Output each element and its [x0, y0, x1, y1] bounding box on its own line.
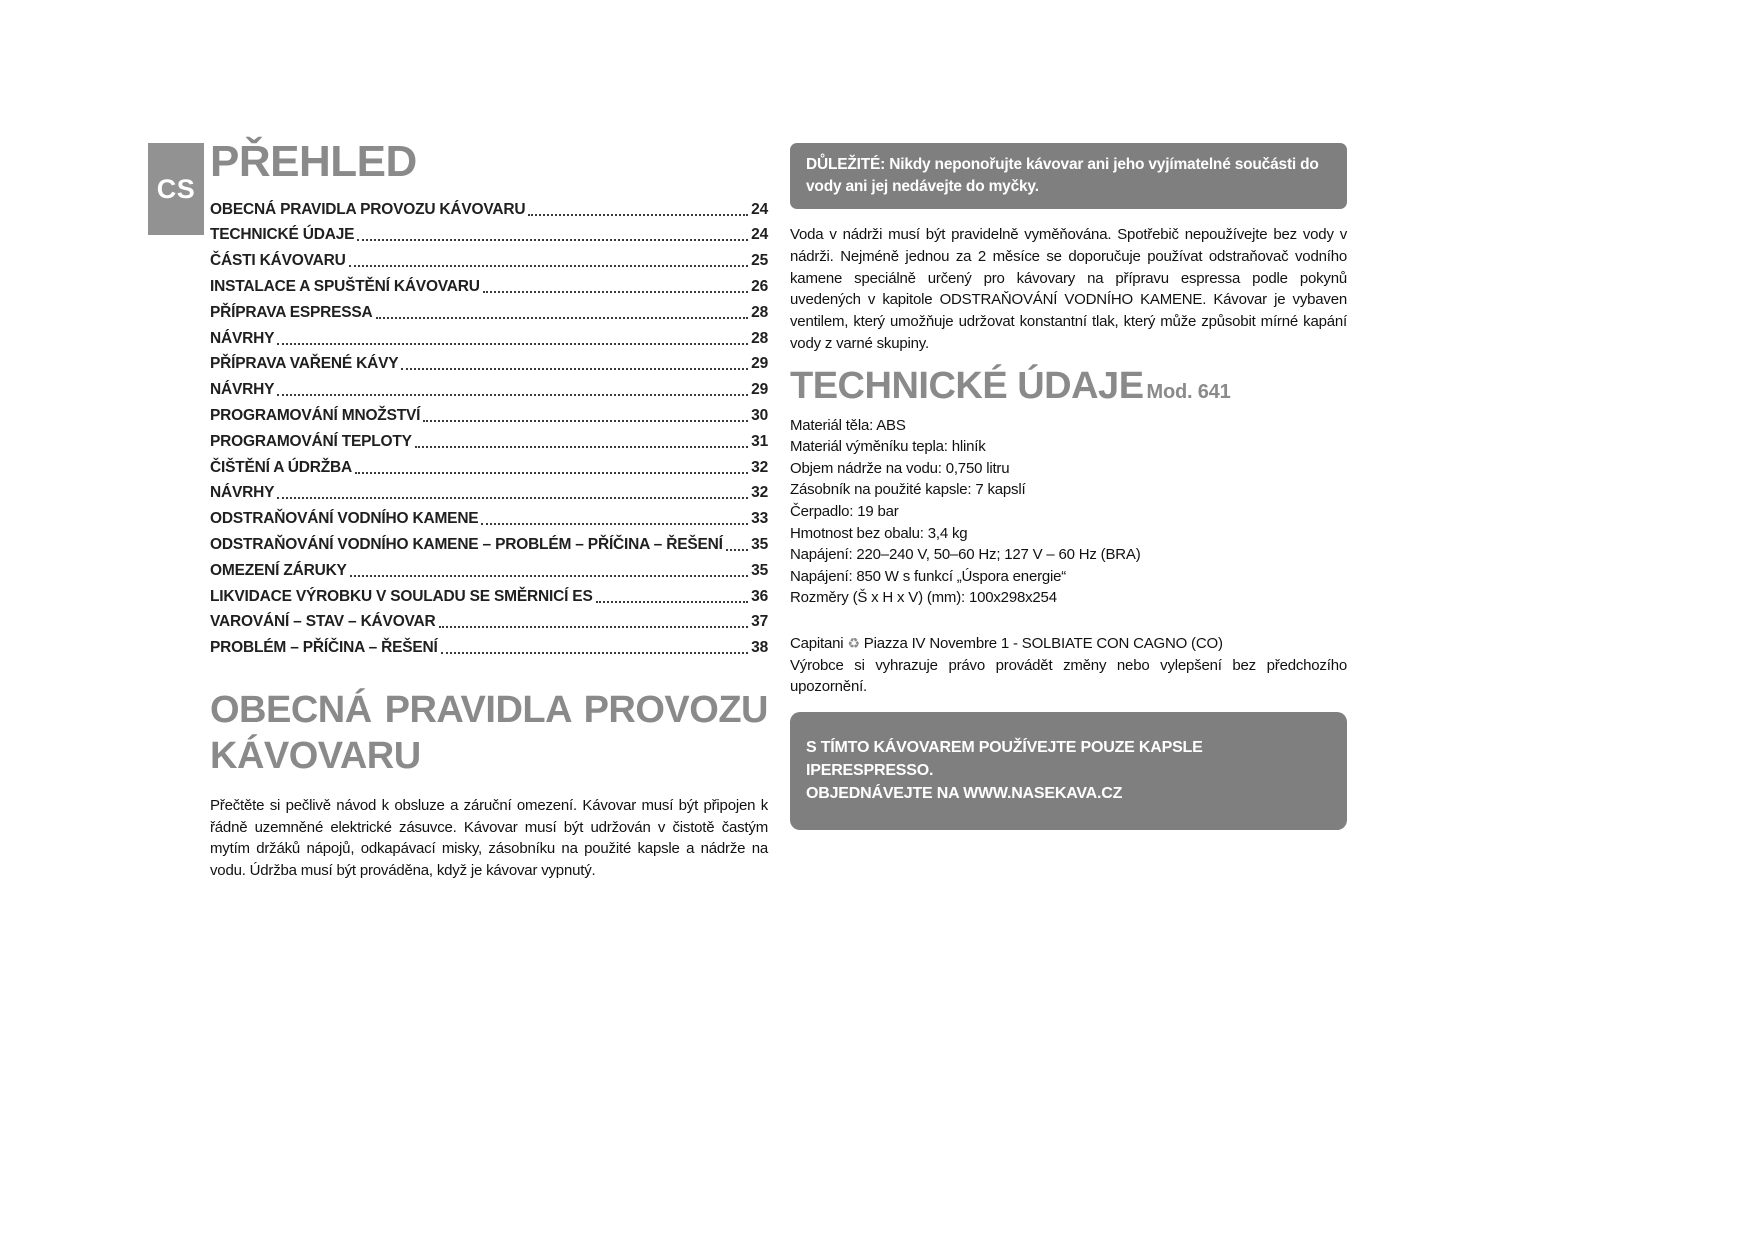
- toc-item-label: LIKVIDACE VÝROBKU V SOULADU SE SMĚRNICÍ ES: [210, 587, 593, 605]
- toc-page-number: 32: [751, 484, 768, 502]
- language-tab: [148, 143, 204, 235]
- toc-row: [210, 554, 768, 580]
- toc-page-number: 30: [751, 407, 768, 425]
- toc-item-label: ODSTRAŇOVÁNÍ VODNÍHO KAMENE: [210, 510, 479, 528]
- toc-leader-dots: [423, 420, 748, 422]
- toc-leader-dots: [401, 368, 748, 370]
- tech-data-heading-text: TECHNICKÉ ÚDAJE: [790, 364, 1144, 407]
- toc-row: [210, 399, 768, 425]
- toc-page-number: 29: [751, 381, 768, 399]
- toc-item-label: NÁVRHY: [210, 381, 275, 399]
- toc-leader-dots: [528, 214, 748, 216]
- toc-row: [210, 373, 768, 399]
- right-column: [790, 143, 1347, 830]
- language-tab-label: CS: [156, 173, 196, 204]
- toc-page-number: 36: [751, 587, 768, 605]
- toc-item-label: ODSTRAŇOVÁNÍ VODNÍHO KAMENE – PROBLÉM – PŘÍČINA – ŘEŠENÍ: [210, 536, 723, 554]
- spec-line: Čerpadlo: 19 bar: [790, 503, 899, 521]
- toc-row: [210, 477, 768, 503]
- toc-leader-dots: [726, 549, 748, 551]
- toc-row: [210, 270, 768, 296]
- model-number: Mod. 641: [1146, 380, 1231, 403]
- general-rules-heading: OBECNÁ PRAVIDLA PROVOZU KÁVOVARU: [210, 689, 768, 778]
- toc-item-label: PŘÍPRAVA VAŘENÉ KÁVY: [210, 355, 399, 373]
- toc-row: [210, 606, 768, 632]
- page-title: PŘEHLED: [210, 137, 417, 186]
- tech-specs-list: [790, 415, 1347, 609]
- left-column: [210, 137, 768, 882]
- toc-leader-dots: [439, 626, 749, 628]
- toc-row: [210, 528, 768, 554]
- toc-item-label: PŘÍPRAVA ESPRESSA: [210, 303, 373, 321]
- toc-item-label: INSTALACE A SPUŠTĚNÍ KÁVOVARU: [210, 278, 480, 296]
- important-notice-text: DŮLEŽITÉ: Nikdy neponořujte kávovar ani jeho vyjímatelné součásti do vody ani jej nedávejte do myčky.: [806, 156, 1319, 195]
- manufacturer-address: Piazza IV Novembre 1 - SOLBIATE CON CAGNO (CO): [863, 635, 1223, 653]
- toc-row: [210, 580, 768, 606]
- toc-item-label: ČIŠTĚNÍ A ÚDRŽBA: [210, 458, 353, 476]
- manufacturer-line: [790, 633, 1347, 655]
- general-rules-paragraph: Přečtěte si pečlivě návod k obsluze a záruční omezení. Kávovar musí být připojen k řádně uzemněné elektrické zásuvce. Kávovar musí být udržován v čistotě častým mytím držáků nápojů, odkapávací misky, zásobníku na použité kapsle a nádrže na vodu. Údržba musí být prováděna, když je kávovar vypnutý.: [210, 797, 768, 879]
- toc-leader-dots: [481, 523, 748, 525]
- toc-page-number: 35: [751, 536, 768, 554]
- toc-page-number: 33: [751, 510, 768, 528]
- toc-leader-dots: [596, 601, 749, 603]
- important-notice-box: [790, 143, 1347, 209]
- toc-page-number: 29: [751, 355, 768, 373]
- spec-line: Zásobník na použité kapsle: 7 kapslí: [790, 481, 1026, 499]
- toc-page-number: 32: [751, 458, 768, 476]
- toc-row: [210, 425, 768, 451]
- toc-leader-dots: [277, 394, 748, 396]
- capsule-notice-line-2: OBJEDNÁVEJTE NA WWW.NASEKAVA.CZ: [806, 785, 1123, 803]
- toc-item-label: PROGRAMOVÁNÍ MNOŽSTVÍ: [210, 407, 421, 425]
- spec-line: Materiál těla: ABS: [790, 416, 906, 434]
- toc-page-number: 38: [751, 639, 768, 657]
- toc-row: [210, 322, 768, 348]
- toc-row: [210, 348, 768, 374]
- toc-item-label: PROGRAMOVÁNÍ TEPLOTY: [210, 432, 412, 450]
- toc-row: [210, 244, 768, 270]
- spec-line: Hmotnost bez obalu: 3,4 kg: [790, 524, 968, 542]
- toc-page-number: 37: [751, 613, 768, 631]
- spec-line: Napájení: 850 W s funkcí „Úspora energie“: [790, 567, 1067, 585]
- toc-item-label: OMEZENÍ ZÁRUKY: [210, 561, 347, 579]
- toc-leader-dots: [355, 472, 748, 474]
- toc-leader-dots: [415, 446, 748, 448]
- toc-item-label: PROBLÉM – PŘÍČINA – ŘEŠENÍ: [210, 639, 438, 657]
- toc-row: [210, 631, 768, 657]
- toc-leader-dots: [441, 652, 749, 654]
- disclaimer-text: Výrobce si vyhrazuje právo provádět změny nebo vylepšení bez předchozího upozornění.: [790, 656, 1347, 696]
- toc-leader-dots: [483, 291, 748, 293]
- toc-page-number: 26: [751, 278, 768, 296]
- toc-row: [210, 193, 768, 219]
- toc-leader-dots: [277, 343, 748, 345]
- toc-page-number: 28: [751, 329, 768, 347]
- toc-item-label: ČÁSTI KÁVOVARU: [210, 252, 346, 270]
- table-of-contents: [210, 193, 768, 657]
- capsule-notice-line-1: S TÍMTO KÁVOVAREM POUŽÍVEJTE POUZE KAPSLE IPERESPRESSO.: [806, 739, 1203, 780]
- toc-page-number: 31: [751, 432, 768, 450]
- spec-line: Rozměry (Š x H x V) (mm): 100x298x254: [790, 589, 1057, 607]
- spec-line: Objem nádrže na vodu: 0,750 litru: [790, 459, 1010, 477]
- toc-row: [210, 451, 768, 477]
- toc-page-number: 28: [751, 303, 768, 321]
- capitani-logo-icon: ♻: [847, 635, 860, 652]
- toc-leader-dots: [376, 317, 749, 319]
- toc-item-label: NÁVRHY: [210, 329, 275, 347]
- toc-leader-dots: [349, 265, 749, 267]
- toc-page-number: 24: [751, 226, 768, 244]
- toc-leader-dots: [350, 575, 748, 577]
- water-maintenance-paragraph: Voda v nádrži musí být pravidelně vyměňována. Spotřebič nepoužívejte bez vody v nádrži. Nejméně jednou za 2 měsíce se doporučuje používat odstraňovač vodního kamene speciálně určený pro kávovary na přípravu espressa podle pokynů uvedených v kapitole ODSTRAŇOVÁNÍ VODNÍHO KAMENE. Kávovar je vybaven ventilem, který umožňuje udržovat konstantní tlak, který může způsobit mírné kapání vody z varné skupiny.: [790, 226, 1347, 352]
- spec-line: Materiál výměníku tepla: hliník: [790, 438, 986, 456]
- toc-item-label: VAROVÁNÍ – STAV – KÁVOVAR: [210, 613, 436, 631]
- toc-item-label: TECHNICKÉ ÚDAJE: [210, 226, 355, 244]
- toc-leader-dots: [357, 239, 748, 241]
- toc-item-label: NÁVRHY: [210, 484, 275, 502]
- tech-data-heading: [790, 364, 1347, 407]
- toc-row: [210, 219, 768, 245]
- spec-line: Napájení: 220–240 V, 50–60 Hz; 127 V – 60 Hz (BRA): [790, 546, 1141, 564]
- manufacturer-name: Capitani: [790, 635, 844, 653]
- toc-item-label: OBECNÁ PRAVIDLA PROVOZU KÁVOVARU: [210, 200, 526, 218]
- toc-row: [210, 502, 768, 528]
- toc-row: [210, 296, 768, 322]
- toc-page-number: 35: [751, 561, 768, 579]
- toc-page-number: 25: [751, 252, 768, 270]
- capsule-notice-box: [790, 712, 1347, 830]
- toc-page-number: 24: [751, 200, 768, 218]
- toc-leader-dots: [277, 497, 748, 499]
